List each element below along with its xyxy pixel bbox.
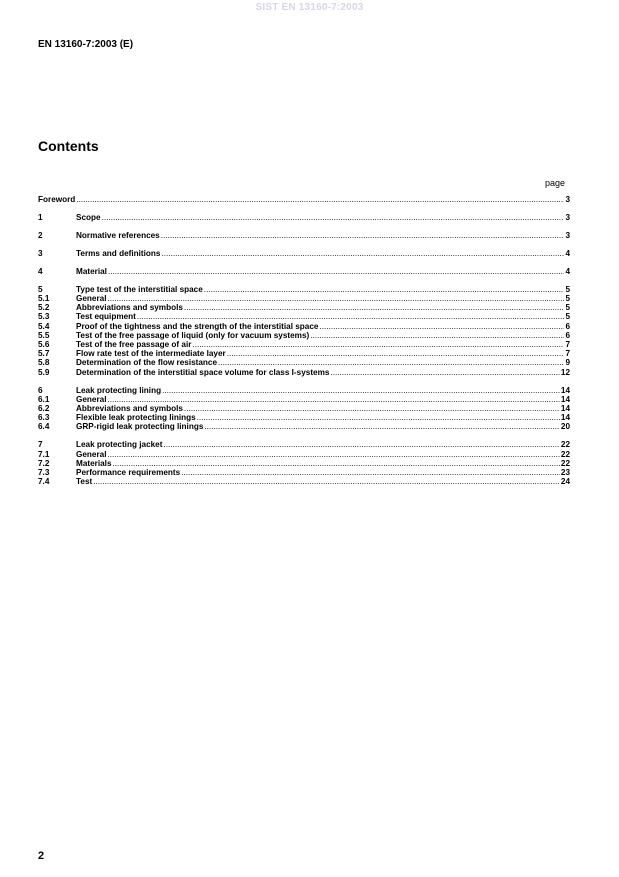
toc-entry-page: 4 [565,248,570,258]
toc-entry-page: 7 [565,340,570,350]
toc-entry-page: 3 [565,194,570,204]
toc-entry-number: 5 [38,284,43,294]
toc-leader [161,231,565,240]
toc-entry[interactable] [38,450,570,459]
toc-leader [184,303,565,312]
toc-leader [162,386,560,395]
toc-entry[interactable] [38,440,570,449]
toc-entry-number: 6.4 [38,422,50,432]
toc-entry-title: Flow rate test of the intermediate layer [76,349,226,359]
toc-entry-number: 5.6 [38,340,50,350]
toc-entry-title: Foreword [38,194,76,204]
toc-entry[interactable] [38,312,570,321]
page-title: Contents [38,138,99,154]
toc-entry-number: 7 [38,440,43,450]
toc-entry-number: 3 [38,248,43,258]
toc-entry-page: 4 [565,266,570,276]
toc-entry-page: 22 [560,449,570,459]
toc-leader [108,294,565,303]
toc-entry-title: Materials [76,458,112,468]
toc-entry-page: 24 [560,477,570,487]
toc-entry-foreword[interactable] [38,195,570,204]
toc-leader [76,195,564,204]
toc-leader [108,450,560,459]
toc-entry[interactable] [38,267,570,276]
toc-entry-page: 22 [560,440,570,450]
toc-entry-title: Flexible leak protecting linings [76,413,196,423]
toc-entry-page: 9 [565,358,570,368]
toc-entry-number: 5.1 [38,294,50,304]
toc-entry-page: 6 [565,330,570,340]
toc-entry-number: 5.4 [38,321,50,331]
toc-leader [108,267,564,276]
toc-entry-title: Terms and definitions [76,248,161,258]
toc-entry-title: Proof of the tightness and the strength of the interstitial space [76,321,319,331]
toc-leader [93,477,560,486]
toc-leader [197,413,560,422]
toc-entry-number: 4 [38,266,43,276]
toc-entry-title: GRP-rigid leak protecting linings [76,422,204,432]
toc-leader [137,312,565,321]
toc-entry-number: 6.1 [38,394,50,404]
toc-entry[interactable] [38,459,570,468]
toc-entry-page: 23 [560,467,570,477]
toc-leader [181,468,560,477]
toc-entry[interactable] [38,477,570,486]
toc-entry-page: 12 [560,367,570,377]
toc-leader [310,331,564,340]
toc-leader [319,322,564,331]
toc-entry-number: 6.3 [38,413,50,423]
toc-leader [184,404,560,413]
toc-entry-page: 22 [560,458,570,468]
toc-entry[interactable] [38,294,570,303]
toc-entry[interactable] [38,285,570,294]
toc-entry-title: Abbreviations and symbols [76,403,183,413]
toc-leader [108,395,560,404]
toc-entry[interactable] [38,349,570,358]
toc-entry-page: 7 [565,349,570,359]
toc-entry-title: General [76,294,107,304]
toc-entry-page: 14 [560,385,570,395]
toc-entry-page: 5 [565,303,570,313]
toc-entry-page: 20 [560,422,570,432]
toc-entry-title: Test of the free passage of air [76,340,192,350]
toc-entry-page: 14 [560,413,570,423]
toc-entry-number: 7.1 [38,449,50,459]
document-id: EN 13160-7:2003 (E) [38,39,134,50]
toc-entry-page: 5 [565,312,570,322]
toc-entry-page: 3 [565,212,570,222]
toc-leader [161,249,564,258]
toc-entry-number: 5.8 [38,358,50,368]
toc-entry-number: 7.3 [38,467,50,477]
toc-leader [330,368,559,377]
toc-entry-page: 5 [565,284,570,294]
toc-leader [204,422,560,431]
toc-entry-title: Scope [76,212,101,222]
toc-entry[interactable] [38,322,570,331]
toc-entry-title: Performance requirements [76,467,181,477]
toc-entry-number: 6 [38,385,43,395]
toc-entry[interactable] [38,368,570,377]
toc-entry-title: Determination of the interstitial space volume for class I-systems [76,367,330,377]
toc-entry[interactable] [38,213,570,222]
toc-entry-title: Test [76,477,93,487]
toc-entry-number: 5.9 [38,367,50,377]
toc-entry-title: Determination of the flow resistance [76,358,218,368]
toc-entry-title: Normative references [76,230,160,240]
toc-entry[interactable] [38,303,570,312]
table-of-contents [38,195,570,486]
toc-leader [227,349,565,358]
toc-entry-number: 5.5 [38,330,50,340]
toc-entry[interactable] [38,340,570,349]
toc-leader [113,459,560,468]
toc-entry[interactable] [38,404,570,413]
toc-leader [163,440,559,449]
toc-entry-title: General [76,449,107,459]
toc-entry-number: 6.2 [38,403,50,413]
toc-leader [192,340,564,349]
toc-entry-title: Type test of the interstitial space [76,284,203,294]
toc-leader [102,213,565,222]
toc-entry-title: General [76,394,107,404]
toc-entry[interactable] [38,422,570,431]
toc-entry-page: 3 [565,230,570,240]
page-column-label: page [545,178,566,188]
toc-entry-page: 6 [565,321,570,331]
toc-entry-number: 5.2 [38,303,50,313]
toc-leader [218,358,564,367]
toc-entry-title: Material [76,266,107,276]
toc-entry-number: 2 [38,230,43,240]
toc-entry[interactable] [38,358,570,367]
toc-entry[interactable] [38,386,570,395]
toc-entry-number: 5.3 [38,312,50,322]
toc-entry-page: 14 [560,403,570,413]
watermark: SIST EN 13160-7:2003 [255,2,364,13]
toc-entry[interactable] [38,249,570,258]
toc-entry-title: Test of the free passage of liquid (only for vacuum systems) [76,330,310,340]
toc-entry-title: Leak protecting jacket [76,440,163,450]
toc-entry-title: Abbreviations and symbols [76,303,183,313]
toc-entry-title: Test equipment [76,312,136,322]
toc-entry[interactable] [38,468,570,477]
toc-entry[interactable] [38,395,570,404]
toc-entry-number: 5.7 [38,349,50,359]
toc-entry[interactable] [38,331,570,340]
toc-entry-number: 1 [38,212,43,222]
toc-leader [204,285,565,294]
page-number: 2 [38,850,45,862]
toc-entry-number: 7.2 [38,458,50,468]
toc-entry-title: Leak protecting lining [76,385,162,395]
toc-entry[interactable] [38,413,570,422]
toc-entry[interactable] [38,231,570,240]
toc-entry-page: 14 [560,394,570,404]
toc-entry-page: 5 [565,294,570,304]
toc-entry-number: 7.4 [38,477,50,487]
